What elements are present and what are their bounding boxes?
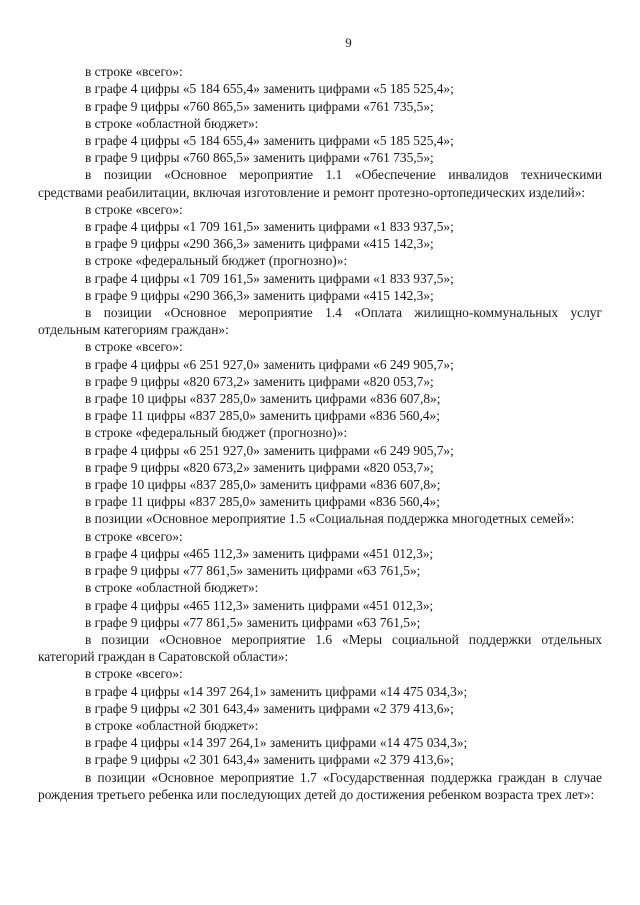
paragraph: в графе 9 цифры «77 861,5» заменить цифрами «63 761,5»; xyxy=(85,614,421,630)
paragraph: в графе 9 цифры «290 366,3» заменить цифрами «415 142,3»; xyxy=(85,287,434,303)
paragraph: в графе 9 цифры «760 865,5» заменить цифрами «761 735,5»; xyxy=(85,150,434,166)
paragraph: в графе 10 цифры «837 285,0» заменить цифрами «836 607,8»; xyxy=(85,477,441,493)
position-paragraph: в позиции «Основное мероприятие 1.4 «Оплата жилищно-коммунальных услуг отдельным категориям граждан»: xyxy=(38,305,602,338)
paragraph: в графе 11 цифры «837 285,0» заменить цифрами «836 560,4»; xyxy=(85,494,440,510)
position-paragraph: в позиции «Основное мероприятие 1.1 «Обеспечение инвалидов техническими средствами реабилитации, включая изготовление и ремонт протезно-ортопедических изделий»: xyxy=(38,167,602,200)
paragraph: в графе 4 цифры «6 251 927,0» заменить цифрами «6 249 905,7»; xyxy=(85,442,454,458)
position-paragraph: в позиции «Основное мероприятие 1.7 «Государственная поддержка граждан в случае рождения третьего ребенка или последующих детей до достижения ребенком возраста трех лет»: xyxy=(38,769,602,802)
paragraph: в строке «всего»: xyxy=(85,201,183,217)
paragraph: в графе 4 цифры «1 709 161,5» заменить цифрами «1 833 937,5»; xyxy=(85,270,454,286)
paragraph: в графе 9 цифры «760 865,5» заменить цифрами «761 735,5»; xyxy=(85,98,434,114)
paragraph: в графе 4 цифры «5 184 655,4» заменить цифрами «5 185 525,4»; xyxy=(85,81,454,97)
paragraph: в строке «областной бюджет»: xyxy=(85,717,259,733)
paragraph: в графе 9 цифры «290 366,3» заменить цифрами «415 142,3»; xyxy=(85,236,434,252)
position-paragraph: в позиции «Основное мероприятие 1.6 «Меры социальной поддержки отдельных категорий граждан в Саратовской области»: xyxy=(38,631,602,665)
paragraph: в графе 4 цифры «465 112,3» заменить цифрами «451 012,3»; xyxy=(85,597,434,613)
paragraph: в графе 9 цифры «77 861,5» заменить цифрами «63 761,5»; xyxy=(85,563,421,579)
paragraph: в строке «областной бюджет»: xyxy=(85,580,259,596)
paragraph: в графе 10 цифры «837 285,0» заменить цифрами «836 607,8»; xyxy=(85,391,441,407)
paragraph: в строке «всего»: xyxy=(85,64,183,80)
paragraph: в графе 9 цифры «820 673,2» заменить цифрами «820 053,7»; xyxy=(85,459,434,475)
paragraph: в строке «всего»: xyxy=(85,528,183,544)
paragraph: в графе 9 цифры «2 301 643,4» заменить цифрами «2 379 413,6»; xyxy=(85,752,454,768)
paragraph: в графе 4 цифры «14 397 264,1» заменить цифрами «14 475 034,3»; xyxy=(85,735,468,751)
paragraph: в строке «всего»: xyxy=(85,666,183,682)
paragraph: в графе 9 цифры «2 301 643,4» заменить цифрами «2 379 413,6»; xyxy=(85,700,454,716)
paragraph: в графе 11 цифры «837 285,0» заменить цифрами «836 560,4»; xyxy=(85,408,440,424)
paragraph: в строке «федеральный бюджет (прогнозно)»: xyxy=(85,425,348,441)
paragraph: в графе 4 цифры «465 112,3» заменить цифрами «451 012,3»; xyxy=(85,545,434,561)
paragraph: в графе 4 цифры «14 397 264,1» заменить цифрами «14 475 034,3»; xyxy=(85,683,468,699)
paragraph: в графе 4 цифры «5 184 655,4» заменить цифрами «5 185 525,4»; xyxy=(85,133,454,149)
paragraph: в графе 9 цифры «820 673,2» заменить цифрами «820 053,7»; xyxy=(85,373,434,389)
paragraph: в строке «федеральный бюджет (прогнозно)»: xyxy=(85,253,348,269)
paragraph: в графе 4 цифры «1 709 161,5» заменить цифрами «1 833 937,5»; xyxy=(85,219,454,235)
paragraph: в строке «областной бюджет»: xyxy=(85,115,259,131)
paragraph: в графе 4 цифры «6 251 927,0» заменить цифрами «6 249 905,7»; xyxy=(85,356,454,372)
page-number: 9 xyxy=(345,35,352,50)
paragraph: в строке «всего»: xyxy=(85,339,183,355)
position-paragraph: в позиции «Основное мероприятие 1.5 «Социальная поддержка многодетных семей»: xyxy=(85,511,575,527)
